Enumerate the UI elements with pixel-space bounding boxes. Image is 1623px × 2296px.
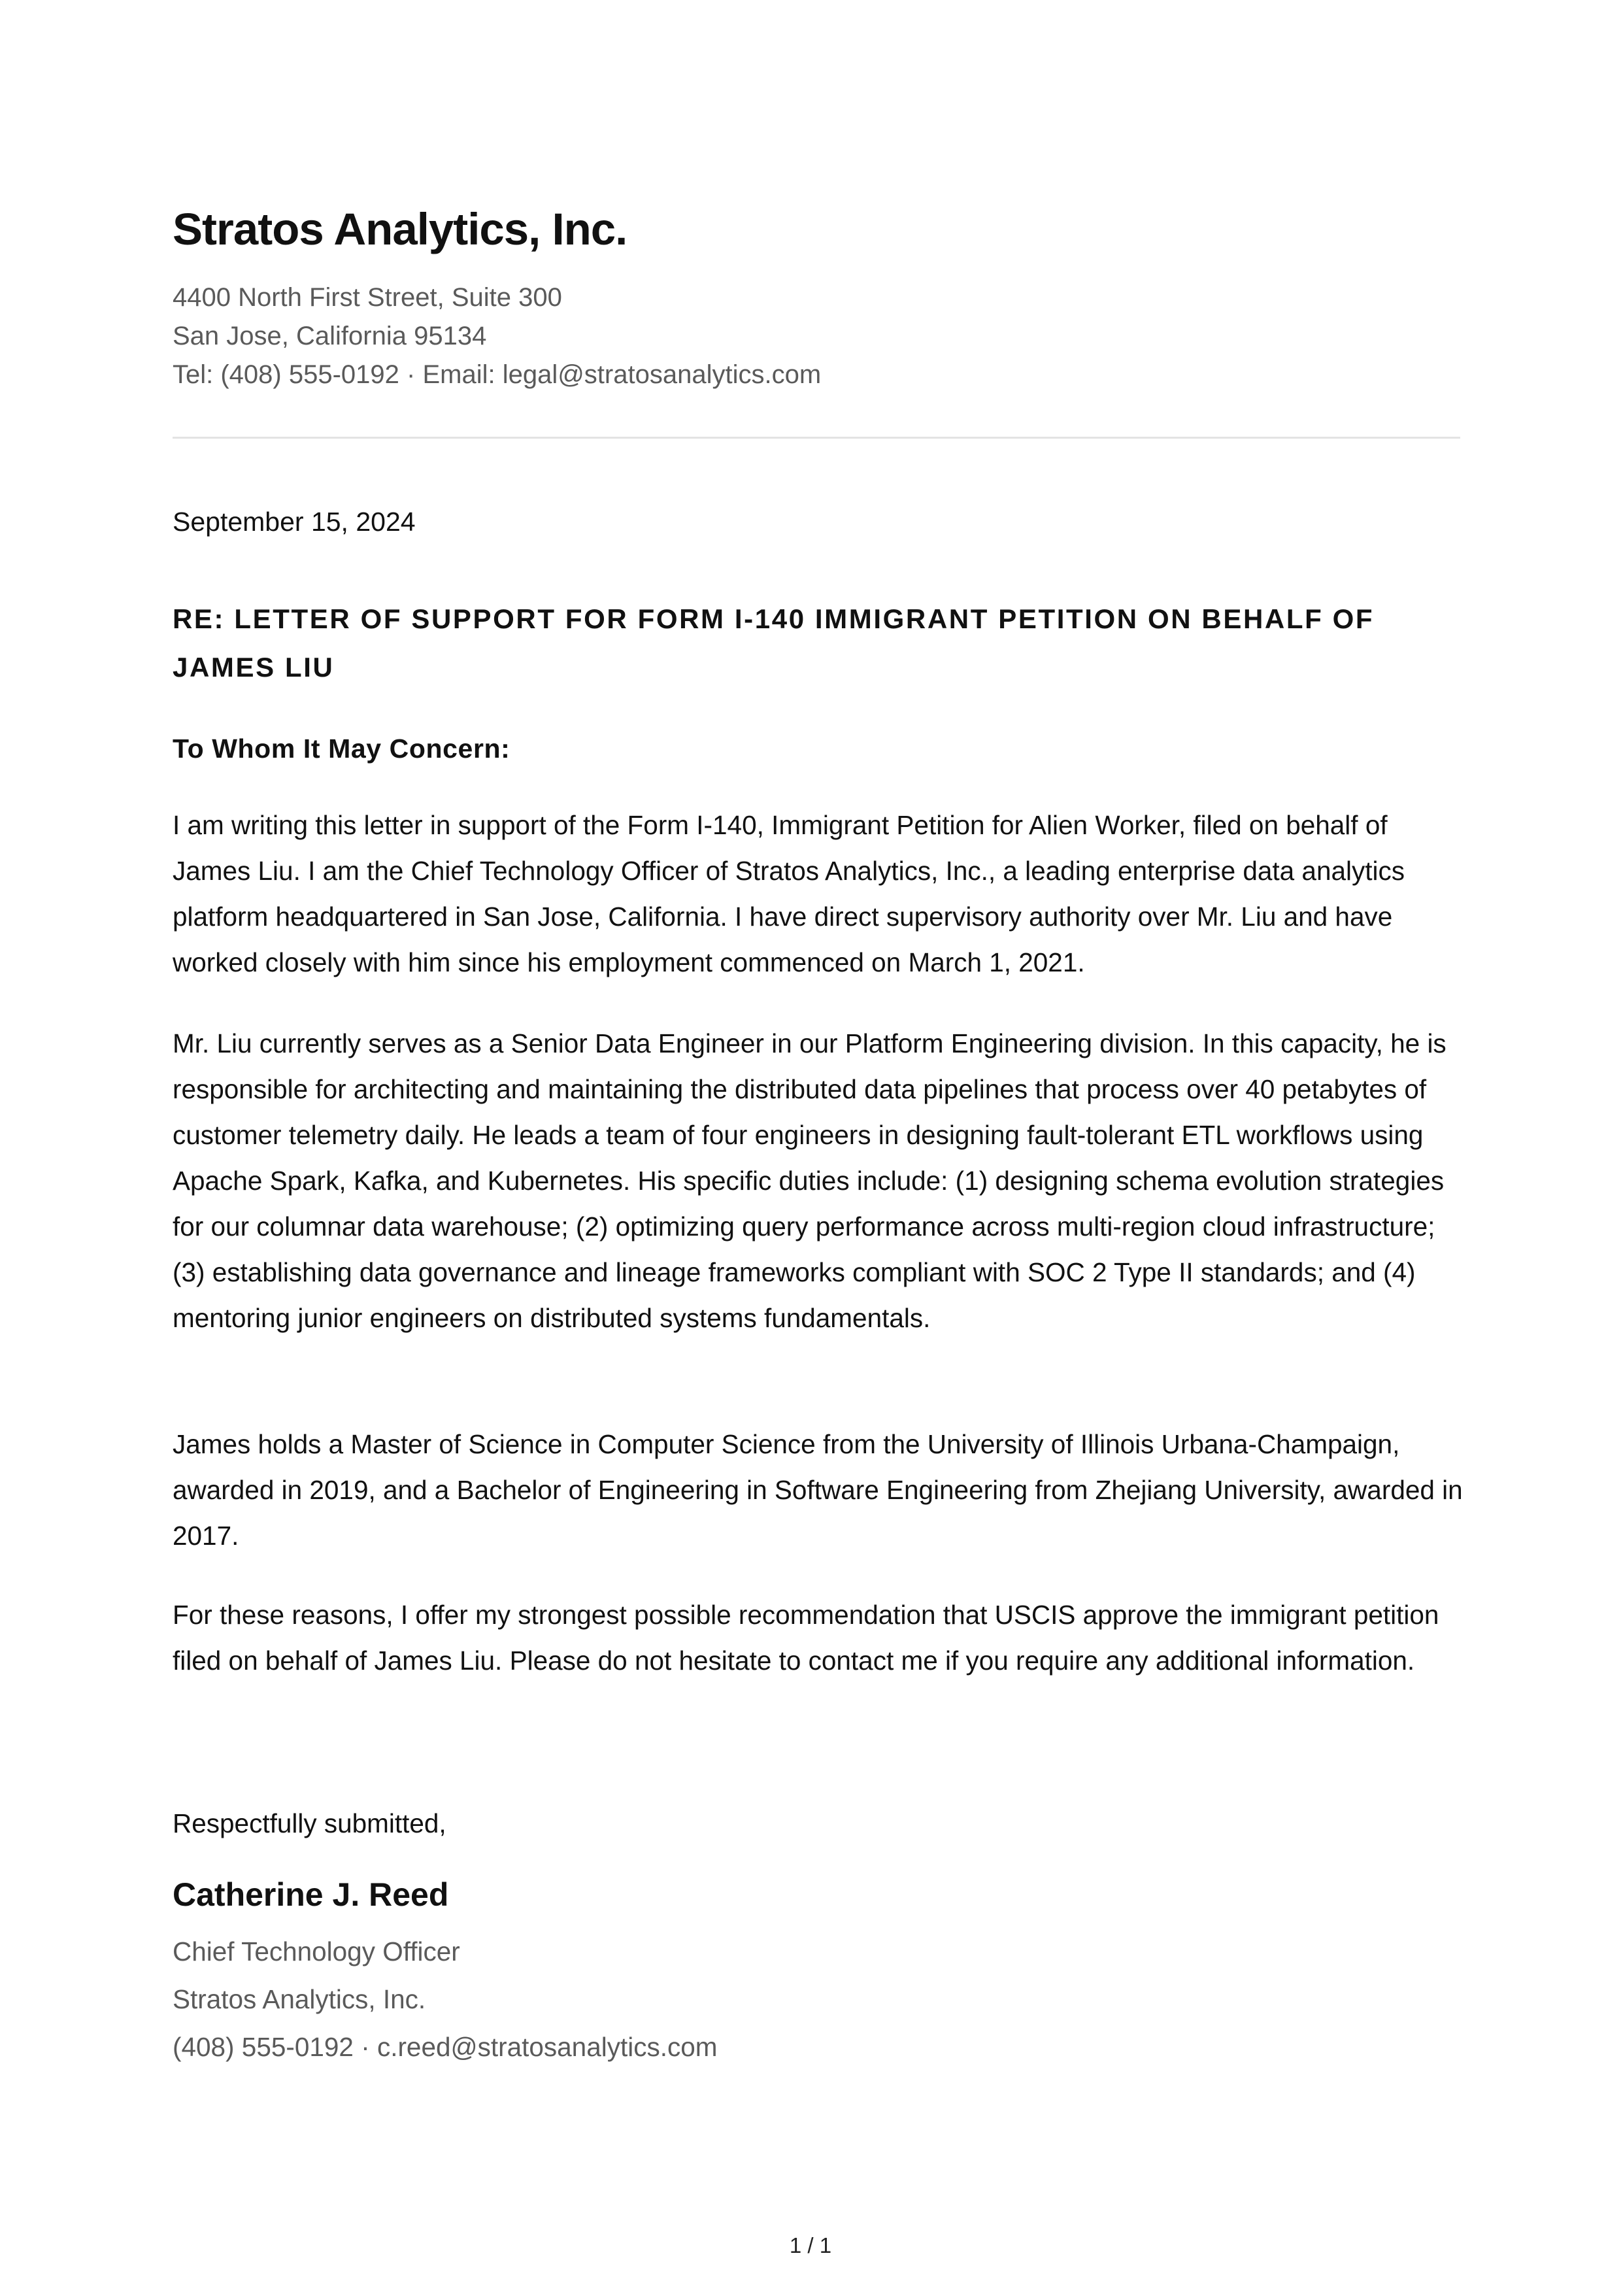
signer-name: Catherine J. Reed — [173, 1876, 449, 1913]
company-name: Stratos Analytics, Inc. — [173, 204, 627, 254]
signer-contact: (408) 555-0192 · c.reed@stratosanalytics.com — [173, 2032, 718, 2062]
company-address — [173, 279, 821, 394]
body-paragraph-intro: I am writing this letter in support of the Form I-140, Immigrant Petition for Alien Worker, filed on behalf of James Liu. I am the Chief Technology Officer of Stratos Analytics, Inc., a leading enterprise data analytics platform headquartered in San Jose, California. I have direct supervisory authority over Mr. Liu and have worked closely with him since his employment commenced on March 1, 2021. — [173, 810, 1405, 977]
address-city: San Jose, California 95134 — [173, 322, 487, 350]
subject-line: RE: LETTER OF SUPPORT FOR FORM I-140 IMMIGRANT PETITION ON BEHALF OF JAMES LIU — [173, 603, 1375, 683]
body-paragraph-duties: Mr. Liu currently serves as a Senior Data Engineer in our Platform Engineering division. In this capacity, he is responsible for architecting and maintaining the distributed data pipelines that process over 40 petabytes of customer telemetry daily. He leads a team of four engineers in designing fault-tolerant ETL workflows using Apache Spark, Kafka, and Kubernetes. His specific duties include: (1) designing schema evolution strategies for our columnar data warehouse; (2) optimizing query performance across multi-region cloud infrastructure; (3) establishing data governance and lineage frameworks compliant with SOC 2 Type II standards; and (4) mentoring junior engineers on distributed systems fundamentals. — [173, 1028, 1447, 1333]
signer-info — [173, 1928, 718, 2071]
signer-title: Chief Technology Officer — [173, 1936, 460, 1967]
letter-date: September 15, 2024 — [173, 507, 416, 537]
salutation: To Whom It May Concern: — [173, 734, 510, 764]
letterhead-divider — [173, 437, 1460, 439]
page-number-text: 1 / 1 — [789, 2233, 832, 2257]
letter-page — [173, 0, 1463, 2296]
closing: Respectfully submitted, — [173, 1808, 446, 1838]
body-paragraph-education: James holds a Master of Science in Computer Science from the University of Illinois Urbana-Champaign, awarded in 2019, and a Bachelor of Engineering in Software Engineering from Zhejiang University, awarded in 2017. — [173, 1429, 1463, 1551]
body-paragraph-recommendation: For these reasons, I offer my strongest possible recommendation that USCIS approve the immigrant petition filed on behalf of James Liu. Please do not hesitate to contact me if you require any additional information. — [173, 1600, 1439, 1676]
signer-company: Stratos Analytics, Inc. — [173, 1984, 426, 2014]
address-street: 4400 North First Street, Suite 300 — [173, 283, 562, 312]
address-contact: Tel: (408) 555-0192 · Email: legal@stratosanalytics.com — [173, 360, 822, 389]
